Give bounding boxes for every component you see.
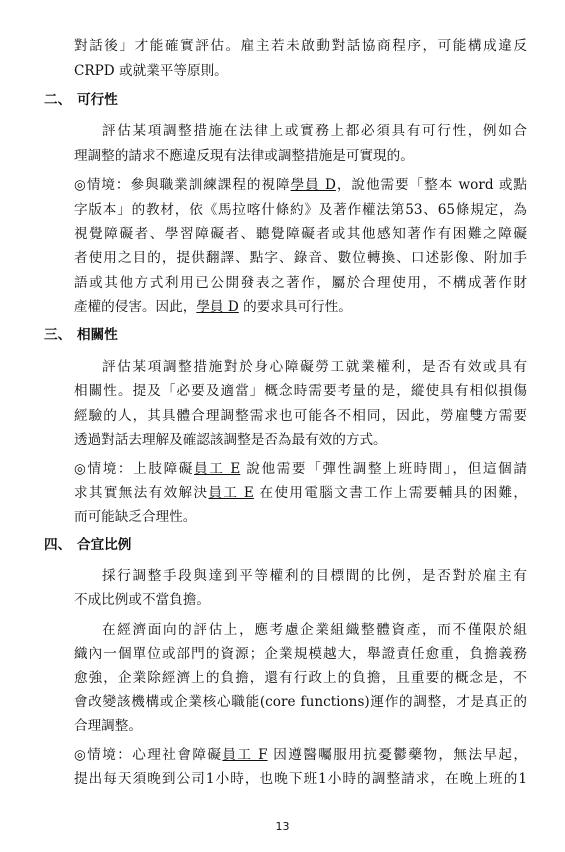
- section-number: 四、: [44, 537, 72, 553]
- section-title: 可行性: [77, 92, 118, 108]
- paragraph-line: 透過對話去理解及確認該調整是否為最有效的方式。: [74, 432, 387, 448]
- section-title: 合宜比例: [77, 537, 132, 553]
- scenario-line: 字版本」的教材，依《馬拉喀什條約》及著作權法第53、65條規定，為: [74, 202, 527, 218]
- scenario-line: 產權的侵害。因此，學員 D 的要求具可行性。: [74, 299, 352, 315]
- paragraph-line: CRPD 或就業平等原則。: [74, 63, 228, 79]
- paragraph-line: 織內一個單位或部門的資源；企業規模越大，舉證責任愈重，負擔義務: [74, 646, 527, 662]
- scenario-line: 語或其他方式利用已公開發表之著作，屬於合理使用，不構成著作財: [74, 275, 527, 291]
- employee-e-ref: 員工 E: [208, 485, 254, 501]
- scenario-line: 者使用之目的，提供翻譯、點字、錄音、數位轉換、口述影像、附加手: [74, 250, 527, 266]
- scenario-line: 而可能缺乏合理性。: [74, 509, 197, 525]
- paragraph-line: 不成比例或不當負擔。: [74, 592, 210, 608]
- paragraph-line: 相關性。提及「必要及適當」概念時需要考量的是，縱使具有相似損傷: [74, 383, 527, 399]
- section-heading-feasibility: [44, 90, 118, 110]
- paragraph-line: 愈強，企業除經濟上的負擔，還有行政上的負擔，且重要的概念是，不: [74, 670, 527, 686]
- scenario-line: 求其實無法有效解決員工 E 在使用電腦文書工作上需要輔具的困難，: [74, 485, 527, 501]
- paragraph-line: 在經濟面向的評估上，應考慮企業組織整體資產，而不僅限於組: [102, 622, 527, 638]
- section-heading-relevance: [44, 325, 118, 345]
- student-d-ref: 學員 D: [196, 299, 239, 315]
- scenario-line: ◎情境：上肢障礙員工 E 說他需要「彈性調整上班時間」，但這個請: [74, 461, 527, 477]
- section-number: 三、: [44, 327, 72, 343]
- student-d-ref: 學員 D: [290, 177, 336, 193]
- paragraph-line: 評估某項調整措施對於身心障礙勞工就業權利，是否有效或具有: [102, 359, 527, 375]
- paragraph-line: 理調整的請求不應違反現有法律或調整措施是可實現的。: [74, 148, 414, 164]
- paragraph-line: 合理調整。: [74, 718, 142, 734]
- employee-f-ref: 員工 F: [222, 747, 268, 763]
- scenario-line: ◎情境：心理社會障礙員工 F 因遵醫囑服用抗憂鬱藥物，無法早起，: [74, 747, 527, 763]
- page-number: 13: [275, 820, 290, 833]
- paragraph-line: 會改變該機構或企業核心職能(core functions)運作的調整，才是真正的: [74, 694, 527, 710]
- paragraph-line: 對話後」才能確實評估。雇主若未啟動對話協商程序，可能構成違反: [74, 38, 527, 54]
- paragraph-line: 經驗的人，其具體合理調整需求也可能各不相同，因此，勞雇雙方需要: [74, 408, 527, 424]
- paragraph-line: 評估某項調整措施在法律上或實務上都必須具有可行性，例如合: [102, 123, 527, 139]
- section-title: 相關性: [77, 327, 118, 343]
- section-heading-proportionality: [44, 535, 131, 555]
- employee-e-ref: 員工 E: [194, 461, 241, 477]
- section-number: 二、: [44, 92, 72, 108]
- scenario-line: ◎情境：參與職業訓練課程的視障學員 D，說他需要「整本 word 或點: [74, 177, 527, 193]
- scenario-line: 提出每天須晚到公司1小時，也晚下班1小時的調整請求，在晚上班的1: [74, 771, 527, 787]
- paragraph-line: 採行調整手段與達到平等權利的目標間的比例，是否對於雇主有: [102, 568, 527, 584]
- scenario-line: 視覺障礙者、學習障礙者、聽覺障礙者或其他感知著作有困難之障礙: [74, 226, 527, 242]
